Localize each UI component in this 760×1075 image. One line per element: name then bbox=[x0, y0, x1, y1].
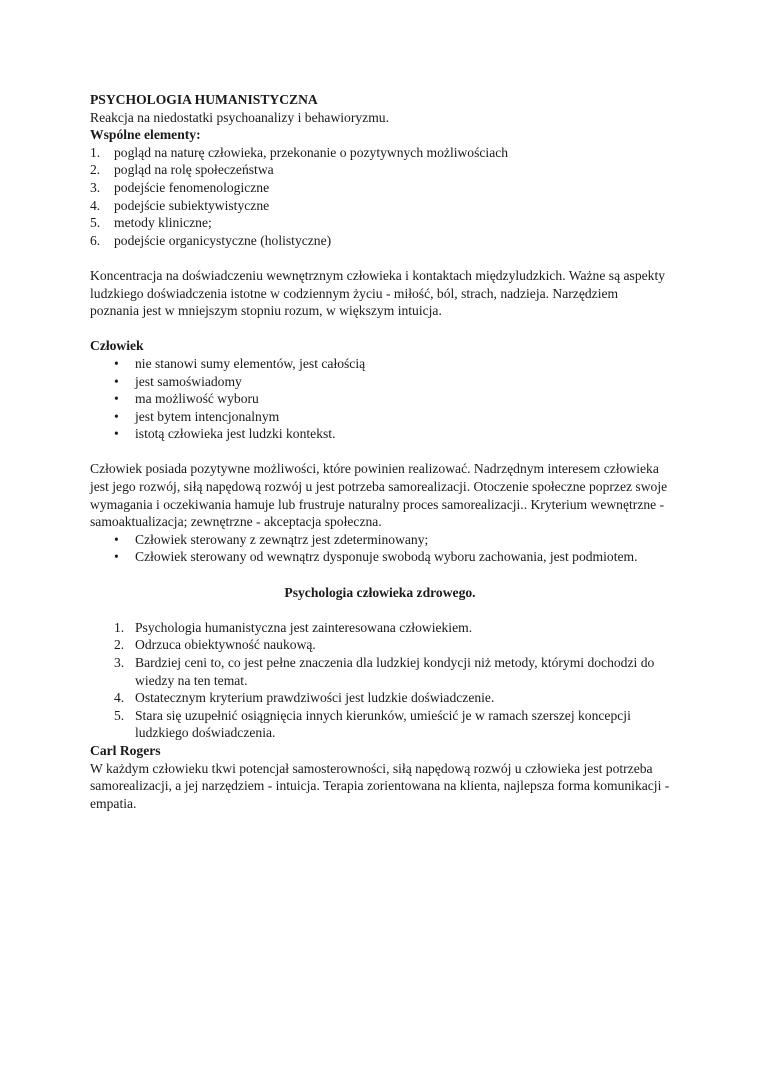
list-item: • ma możliwość wyboru bbox=[114, 391, 259, 407]
list-item: 3. podejście fenomenologiczne bbox=[90, 179, 270, 195]
list-item: 6. podejście organicystyczne (holistyczne) bbox=[90, 232, 332, 248]
list-item: 1. pogląd na naturę człowieka, przekonanie o pozytywnych możliwościach bbox=[90, 144, 509, 160]
list-item: • istotą człowieka jest ludzki kontekst. bbox=[114, 426, 336, 442]
paragraph-experience: Koncentracja na doświadczeniu wewnętrznym człowieka i kontaktach międzyludzkich. Ważne są aspekty ludzkiego doświadczenia istotne w codziennym życiu - miłość, ból, strach, nadzieja. Narzędziem poznania jest w mniejszym stopniu rozum, w większym intuicja. bbox=[90, 267, 666, 319]
rogers-text: W każdym człowieku tkwi potencjał samosterowności, siłą napędową rozwój u człowieka jest potrzeba samorealizacji, a jej narzędziem - intuicja. Terapia zorientowana na klienta, najlepsza forma komunikacji - empatia. bbox=[90, 760, 670, 811]
list-item: 5. Stara się uzupełnić osiągnięcia innych kierunków, umieścić je w ramach szerszej koncepcji ludzkiego doświadczenia. bbox=[114, 707, 631, 741]
human-list bbox=[90, 355, 670, 443]
list-item: 4. podejście subiektywistyczne bbox=[90, 197, 270, 213]
human-heading: Człowiek bbox=[90, 338, 144, 354]
common-list bbox=[90, 144, 670, 250]
common-heading: Wspólne elementy: bbox=[90, 127, 201, 143]
healthy-heading: Psychologia człowieka zdrowego. bbox=[284, 584, 476, 600]
rogers-heading: Carl Rogers bbox=[90, 742, 161, 758]
list-item: • nie stanowi sumy elementów, jest całością bbox=[114, 355, 366, 371]
paragraph-potential: Człowiek posiada pozytywne możliwości, które powinien realizować. Nadrzędnym interesem człowieka jest jego rozwój, siłą napędową rozwój u jest potrzeba samorealizacji. Otoczenie społeczne poprzez swoje wymagania i oczekiwania hamuje lub frustruje naturalny proces samorealizacji.. Kryterium wewnętrzne - samoaktualizacja; zewnętrzne - akceptacja społeczna. bbox=[90, 461, 668, 530]
list-item: 5. metody kliniczne; bbox=[90, 215, 212, 231]
intro-text: Reakcja na niedostatki psychoanalizy i behawioryzmu. bbox=[90, 109, 389, 125]
list-item: • jest samoświadomy bbox=[114, 373, 242, 389]
list-item: • jest bytem intencjonalnym bbox=[114, 408, 280, 424]
list-item: 2. pogląd na rolę społeczeństwa bbox=[90, 162, 274, 178]
document-body bbox=[90, 91, 670, 812]
list-item: 3. Bardziej ceni to, co jest pełne znaczenia dla ludzkiej kondycji niż metody, którymi dochodzi do wiedzy na ten temat. bbox=[114, 655, 655, 688]
list-item: 1. Psychologia humanistyczna jest zainteresowana człowiekiem. bbox=[114, 619, 473, 635]
list-item: • Człowiek sterowany z zewnątrz jest zdeterminowany; bbox=[114, 531, 429, 547]
steering-list bbox=[90, 531, 670, 566]
list-item: 4. Ostatecznym kryterium prawdziwości jest ludzkie doświadczenie. bbox=[114, 690, 495, 706]
healthy-list bbox=[90, 619, 670, 742]
list-item: 2. Odrzuca obiektywność naukową. bbox=[114, 637, 316, 653]
list-item: • Człowiek sterowany od wewnątrz dysponuje swobodą wyboru zachowania, jest podmiotem. bbox=[114, 549, 638, 565]
document-title: PSYCHOLOGIA HUMANISTYCZNA bbox=[90, 92, 318, 107]
